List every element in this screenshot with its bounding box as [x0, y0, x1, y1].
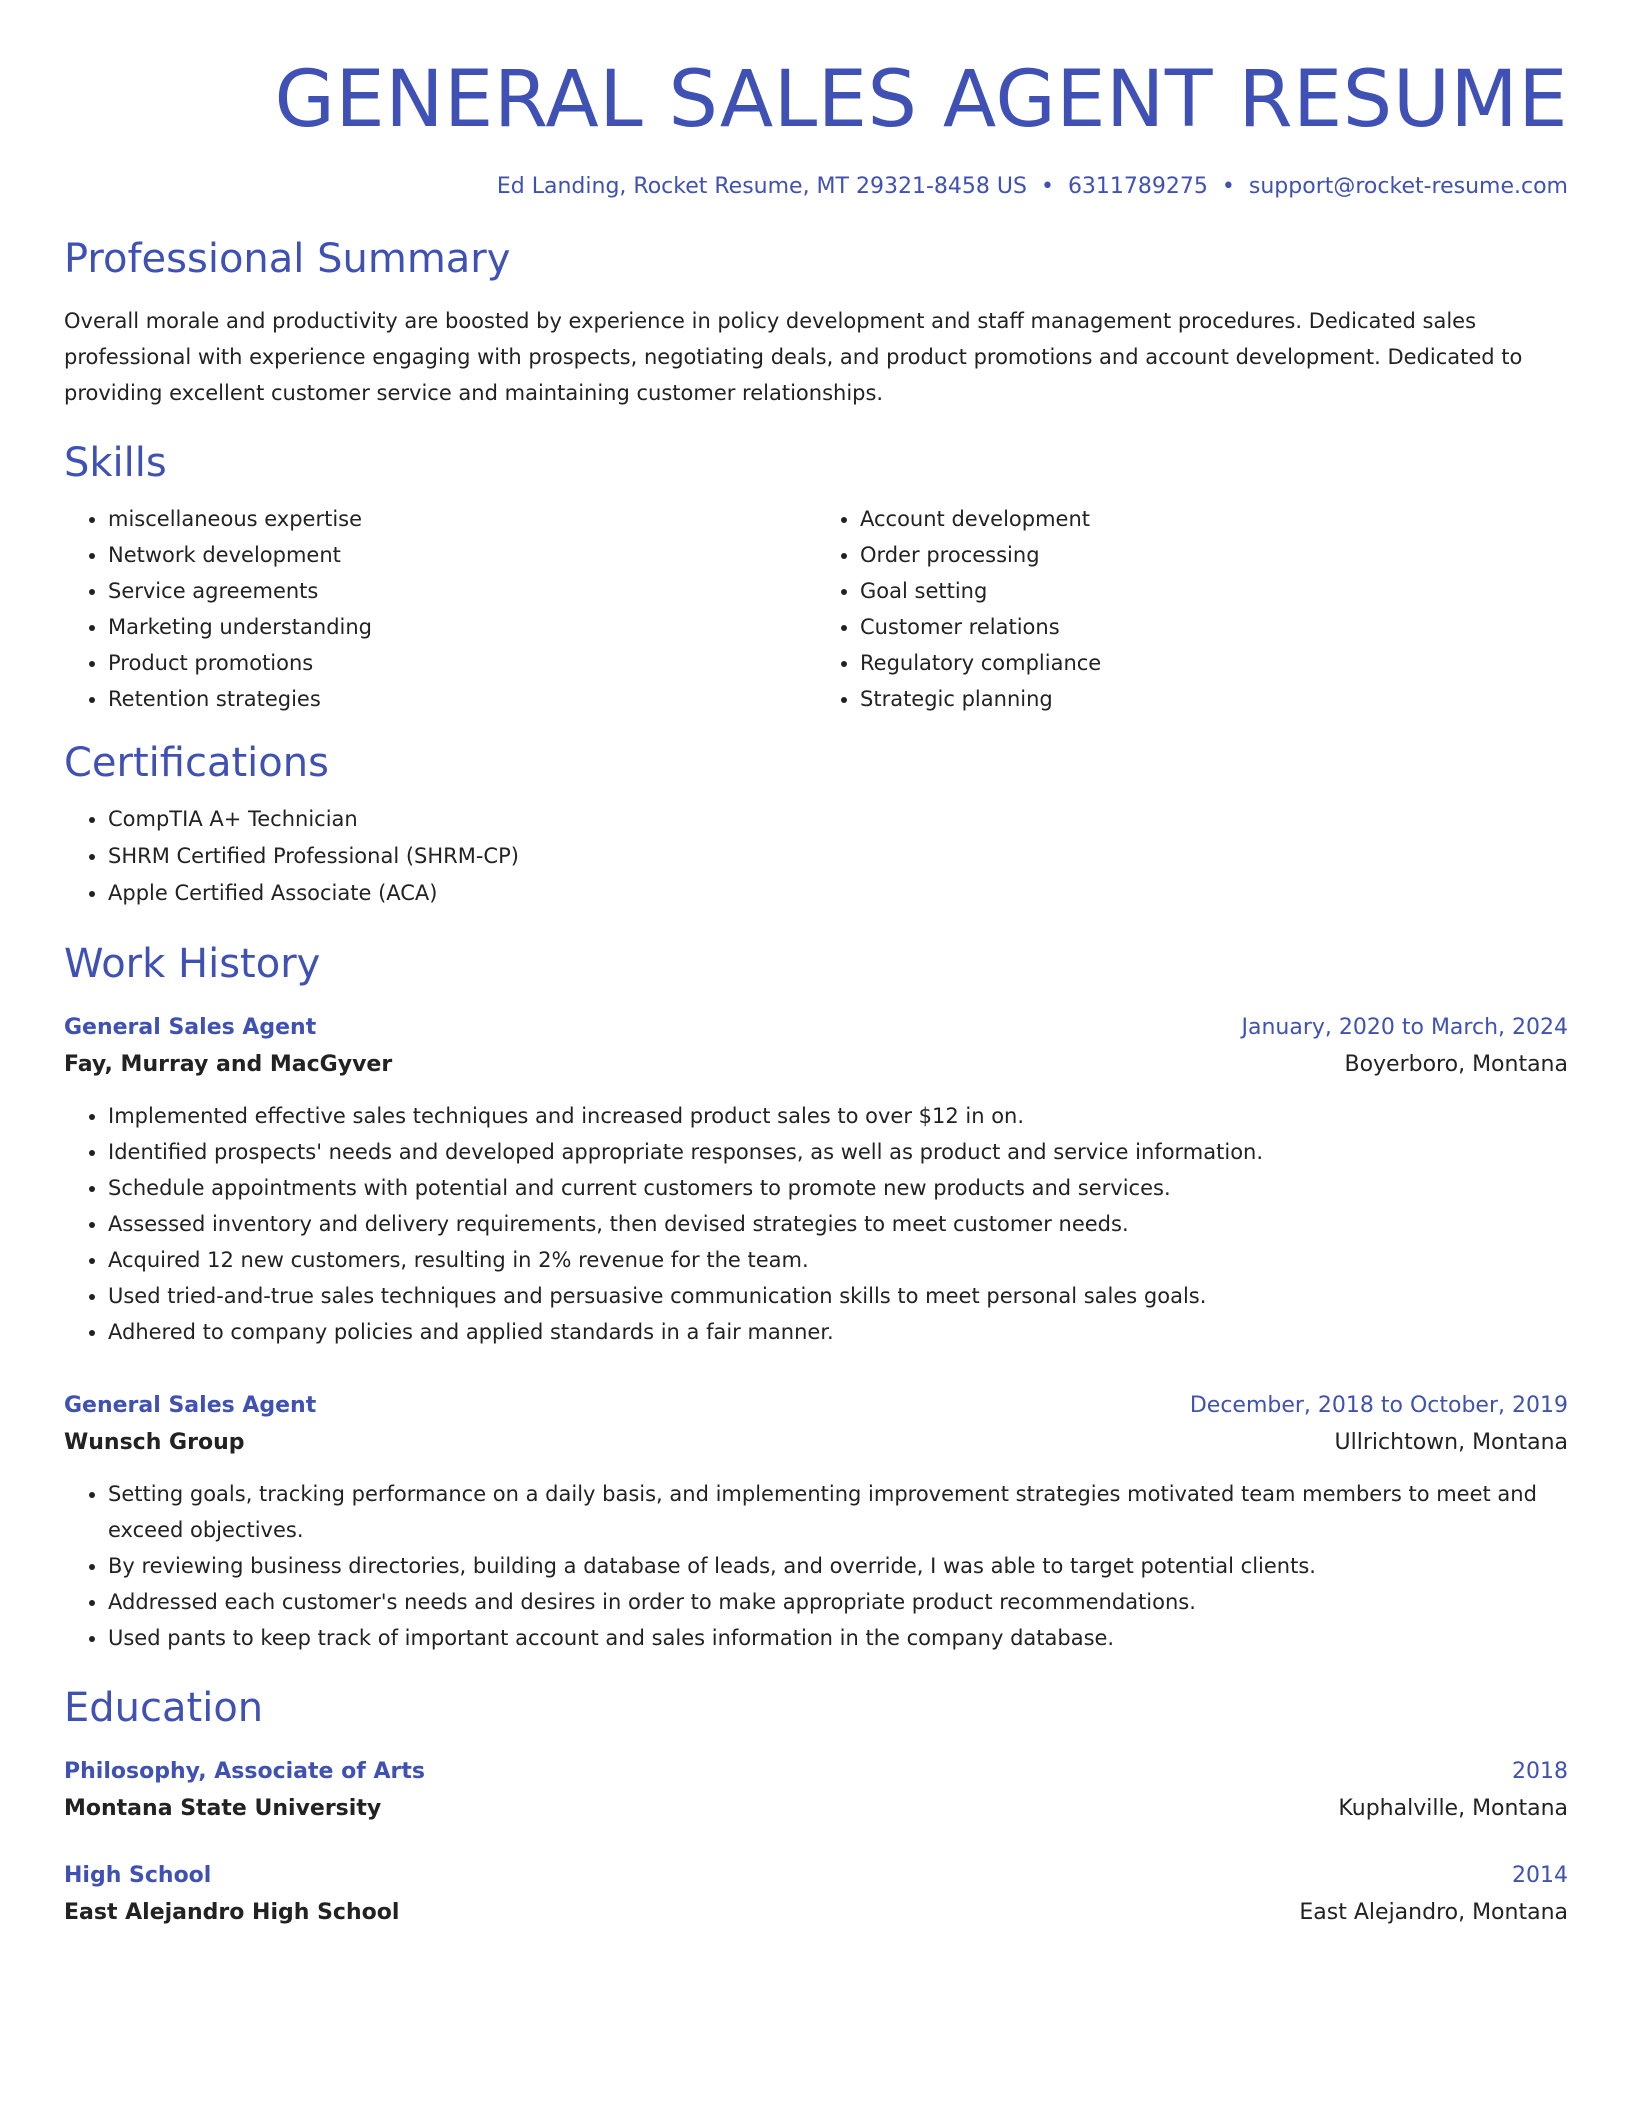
education-degree: Philosophy, Associate of Arts	[64, 1758, 425, 1784]
work-history-section	[64, 940, 1568, 1656]
contact-address: Ed Landing, Rocket Resume, MT 29321-8458 US	[496, 173, 1027, 199]
section-heading-summary: Professional Summary	[64, 235, 511, 282]
job-employer-row	[64, 1424, 1568, 1462]
skill-item: • Marketing understanding	[108, 609, 816, 645]
skills-list-right	[816, 501, 1568, 717]
professional-summary-section	[64, 235, 1568, 411]
job-bullet: • Setting goals, tracking performance on a daily basis, and implementing improvement strategies motivated team members to meet and exceed objectives.	[108, 1476, 1568, 1548]
education-school-row	[64, 1790, 1568, 1828]
job-entry	[64, 1388, 1568, 1656]
skill-item: • Product promotions	[108, 645, 816, 681]
skills-section	[64, 439, 1568, 717]
job-bullet: • Assessed inventory and delivery requirements, then devised strategies to meet customer needs.	[108, 1206, 1568, 1242]
education-school: Montana State University	[64, 1795, 382, 1821]
job-bullet: • Schedule appointments with potential and current customers to promote new products and services.	[108, 1170, 1568, 1206]
skill-item: • Strategic planning	[860, 681, 1568, 717]
job-bullet: • By reviewing business directories, building a database of leads, and override, I was able to target potential clients.	[108, 1548, 1568, 1584]
contact-separator: •	[1221, 173, 1235, 199]
job-bullet: • Used pants to keep track of important account and sales information in the company database.	[108, 1620, 1568, 1656]
skill-item: • Retention strategies	[108, 681, 816, 717]
section-heading-work-history: Work History	[64, 940, 321, 987]
job-title-row	[64, 1388, 1568, 1424]
section-heading-certifications: Certifications	[64, 739, 329, 786]
resume-header	[64, 56, 1568, 199]
education-school: East Alejandro High School	[64, 1899, 400, 1925]
resume-title: GENERAL SALES AGENT RESUME	[274, 55, 1568, 145]
job-location: Boyerboro, Montana	[1344, 1051, 1568, 1077]
job-dates: January, 2020 to March, 2024	[1241, 1014, 1568, 1040]
job-entry	[64, 1010, 1568, 1350]
education-degree-row	[64, 1858, 1568, 1894]
job-employer: Fay, Murray and MacGyver	[64, 1051, 393, 1077]
skill-item: • Order processing	[860, 537, 1568, 573]
certifications-section	[64, 739, 1568, 912]
education-school-row	[64, 1894, 1568, 1932]
education-entry	[64, 1754, 1568, 1828]
job-employer: Wunsch Group	[64, 1429, 245, 1455]
skill-item: • Service agreements	[108, 573, 816, 609]
certification-item: • CompTIA A+ Technician	[108, 801, 1568, 838]
contact-email[interactable]: support@rocket-resume.com	[1248, 173, 1568, 199]
job-bullet: • Implemented effective sales techniques and increased product sales to over $12 in on.	[108, 1098, 1568, 1134]
job-bullets	[64, 1476, 1568, 1656]
job-bullet: • Addressed each customer's needs and desires in order to make appropriate product recommendations.	[108, 1584, 1568, 1620]
job-employer-row	[64, 1046, 1568, 1084]
job-bullet: • Adhered to company policies and applied standards in a fair manner.	[108, 1314, 1568, 1350]
contact-line	[64, 174, 1568, 199]
education-year: 2014	[1512, 1862, 1568, 1888]
skill-item: • Network development	[108, 537, 816, 573]
skill-item: • Customer relations	[860, 609, 1568, 645]
skills-list-left	[64, 501, 816, 717]
skill-item: • Goal setting	[860, 573, 1568, 609]
education-degree: High School	[64, 1862, 212, 1888]
job-bullet: • Identified prospects' needs and developed appropriate responses, as well as product and service information.	[108, 1134, 1568, 1170]
education-location: Kuphalville, Montana	[1338, 1795, 1568, 1821]
skills-grid	[64, 501, 1568, 717]
job-bullet: • Acquired 12 new customers, resulting in 2% revenue for the team.	[108, 1242, 1568, 1278]
education-section	[64, 1684, 1568, 1932]
job-location: Ullrichtown, Montana	[1334, 1429, 1568, 1455]
contact-separator: •	[1040, 173, 1054, 199]
job-bullet: • Used tried-and-true sales techniques and persuasive communication skills to meet personal sales goals.	[108, 1278, 1568, 1314]
section-heading-education: Education	[64, 1684, 264, 1731]
skill-item: • Regulatory compliance	[860, 645, 1568, 681]
job-title: General Sales Agent	[64, 1014, 317, 1040]
education-degree-row	[64, 1754, 1568, 1790]
summary-text: Overall morale and productivity are boosted by experience in policy development and staff management procedures. Dedicated sales professional with experience engaging with prospects, negotiating deals, and product promotions and account development. Dedicated to providing excellent customer service and maintaining customer relationships.	[64, 308, 1523, 405]
job-title: General Sales Agent	[64, 1392, 317, 1418]
certification-item: • Apple Certified Associate (ACA)	[108, 875, 1568, 912]
job-bullets	[64, 1098, 1568, 1350]
contact-phone: 6311789275	[1067, 173, 1208, 199]
section-heading-skills: Skills	[64, 439, 167, 486]
skill-item: • miscellaneous expertise	[108, 501, 816, 537]
job-title-row	[64, 1010, 1568, 1046]
job-dates: December, 2018 to October, 2019	[1189, 1392, 1568, 1418]
skill-item: • Account development	[860, 501, 1568, 537]
education-entry	[64, 1858, 1568, 1932]
education-location: East Alejandro, Montana	[1299, 1899, 1568, 1925]
certification-item: • SHRM Certified Professional (SHRM-CP)	[108, 838, 1568, 875]
education-year: 2018	[1512, 1758, 1568, 1784]
certifications-list	[64, 801, 1568, 912]
